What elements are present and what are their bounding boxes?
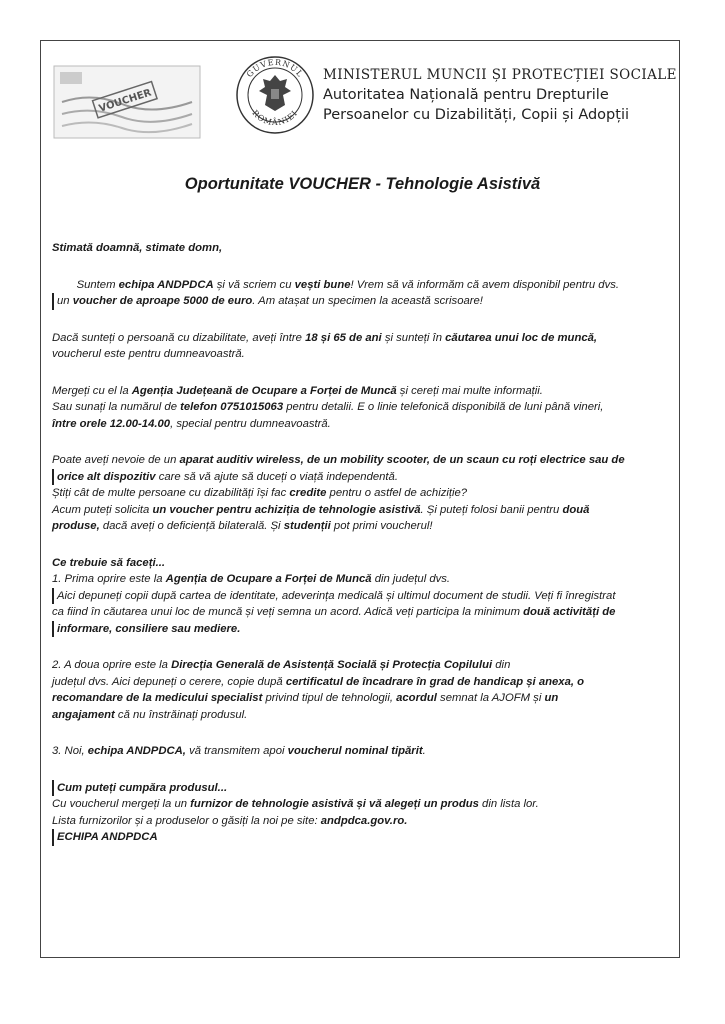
signature: ECHIPA ANDPDCA	[52, 829, 680, 846]
emblem-text-top: GUVERNUL	[244, 57, 306, 80]
romanian-government-emblem	[235, 55, 315, 135]
emblem-text-bottom: ROMÂNIEI	[250, 108, 300, 128]
buy-instructions: Cu voucherul mergeți la un furnizor de tehnologie asistivă și vă alegeți un produs din lista lor.	[52, 798, 539, 810]
paragraph-intro: Suntem echipa ANDPDCA și vă scriem cu vești bune! Vrem să vă informăm că avem disponibil pentru dvs.	[76, 278, 620, 291]
letter-body: Stimată doamnă, stimate domn, Suntem echipa ANDPDCA și vă scriem cu vești bune! Vrem să vă informăm că avem disponibil pentru dvs. un voucher de aproape 5000 de euro. Am atașat un specimen la această scrisoare! Dacă sunteți o persoană cu dizabilitate, aveți între 18 și 65 de ani și sunteți în căutarea unui loc de muncă, voucherul este pentru dumneavoastră. Mergeți cu el la Agenția Județeană de Ocupare a Forței de Muncă și cereți mai multe informații. Sau sunați la numărul de telefon 0751015063 pentru detalii. E o linie telefonică disponibilă de luni până vineri, între orele 12.00-14.00, special pentru dumneavoastră. Poate aveți nevoie de un aparat auditiv wireless, de un mobility scooter, de un scaun cu roți electrice sau de orice alt dispozitiv care să vă ajute să duceți o viață independentă. Știți cât de multe persoane cu dizabilități își fac credite pentru o astfel de achiziție? Acum puteți solicita un voucher pentru achiziția de tehnologie asistivă. Și puteți folosi banii pentru două produse, dacă aveți o deficiență bilaterală. Și studenții pot primi voucherul! Ce trebuie să faceți... 1. Prima oprire este la Agenția de Ocupare a Forței de Muncă din județul dvs. Aici depuneți copii după cartea de identitate, adeverința medicală și ultimul document de studii. Veți fi înregistrat ca fiind în căutarea unui loc de muncă și veți semna un acord. Adică veți participa la minimum două activități de informare, consiliere sau mediere. 2. A doua oprire este la Direcția Generală de Asistență Socială și Protecția Copilului din județul dvs. Aici depuneți o cerere, copie după certificatul de încadrare în grad de handicap și anexa, o recomandare de la medicului specialist privind tipul de tehnologii, acordul semnat la AJOFM și un angajament că nu înstrăinați produsul. 3. Noi, echipa ANDPDCA, vă transmitem apoi voucherul nominal tipărit. Cum puteți cumpăra produsul... Cu voucherul mergeți la un furnizor de tehnologie asistivă și vă alegeți un produs din lista lor. Lista furnizorilor și a produselor o găsiți la noi pe site: andpdca.gov.ro. ECHIPA ANDPDCA	[52, 240, 680, 846]
buy-heading: Cum puteți cumpăra produsul...	[52, 780, 680, 797]
voucher-stamp-image	[52, 62, 202, 142]
step-2: 2. A doua oprire este la Direcția Generală de Asistență Socială și Protecția Copilului din	[52, 659, 511, 671]
ministry-name: MINISTERUL MUNCII ȘI PROTECȚIEI SOCIALE	[323, 67, 677, 83]
stamp-text: VOUCHER	[97, 87, 153, 115]
steps-heading: Ce trebuie să faceți...	[52, 556, 166, 569]
svg-text:ROMÂNIEI	[250, 108, 299, 127]
ministry-header	[323, 66, 683, 125]
step-3: 3. Noi, echipa ANDPDCA, vă transmitem apoi voucherul nominal tipărit.	[52, 745, 426, 757]
authority-name-line2: Persoanelor cu Dizabilități, Copii și Adopții	[323, 107, 630, 123]
step-1: 1. Prima oprire este la Agenția de Ocupare a Forței de Muncă din județul dvs.	[52, 573, 451, 585]
authority-name-line1: Autoritatea Națională pentru Drepturile	[323, 87, 609, 103]
letter-title: Oportunitate VOUCHER - Tehnologie Asistivă	[184, 175, 541, 193]
paragraph-contact: Mergeți cu el la Agenția Județeană de Ocupare a Forței de Muncă și cereți mai multe informații.	[52, 384, 543, 397]
paragraph-eligibility: Dacă sunteți o persoană cu dizabilitate, aveți între 18 și 65 de ani și sunteți în căutarea unui loc de muncă,	[52, 331, 598, 344]
salutation: Stimată doamnă, stimate domn,	[52, 242, 223, 254]
paragraph-devices: Poate aveți nevoie de un aparat auditiv wireless, de un mobility scooter, de un scaun cu roți electrice sau de	[52, 454, 625, 466]
